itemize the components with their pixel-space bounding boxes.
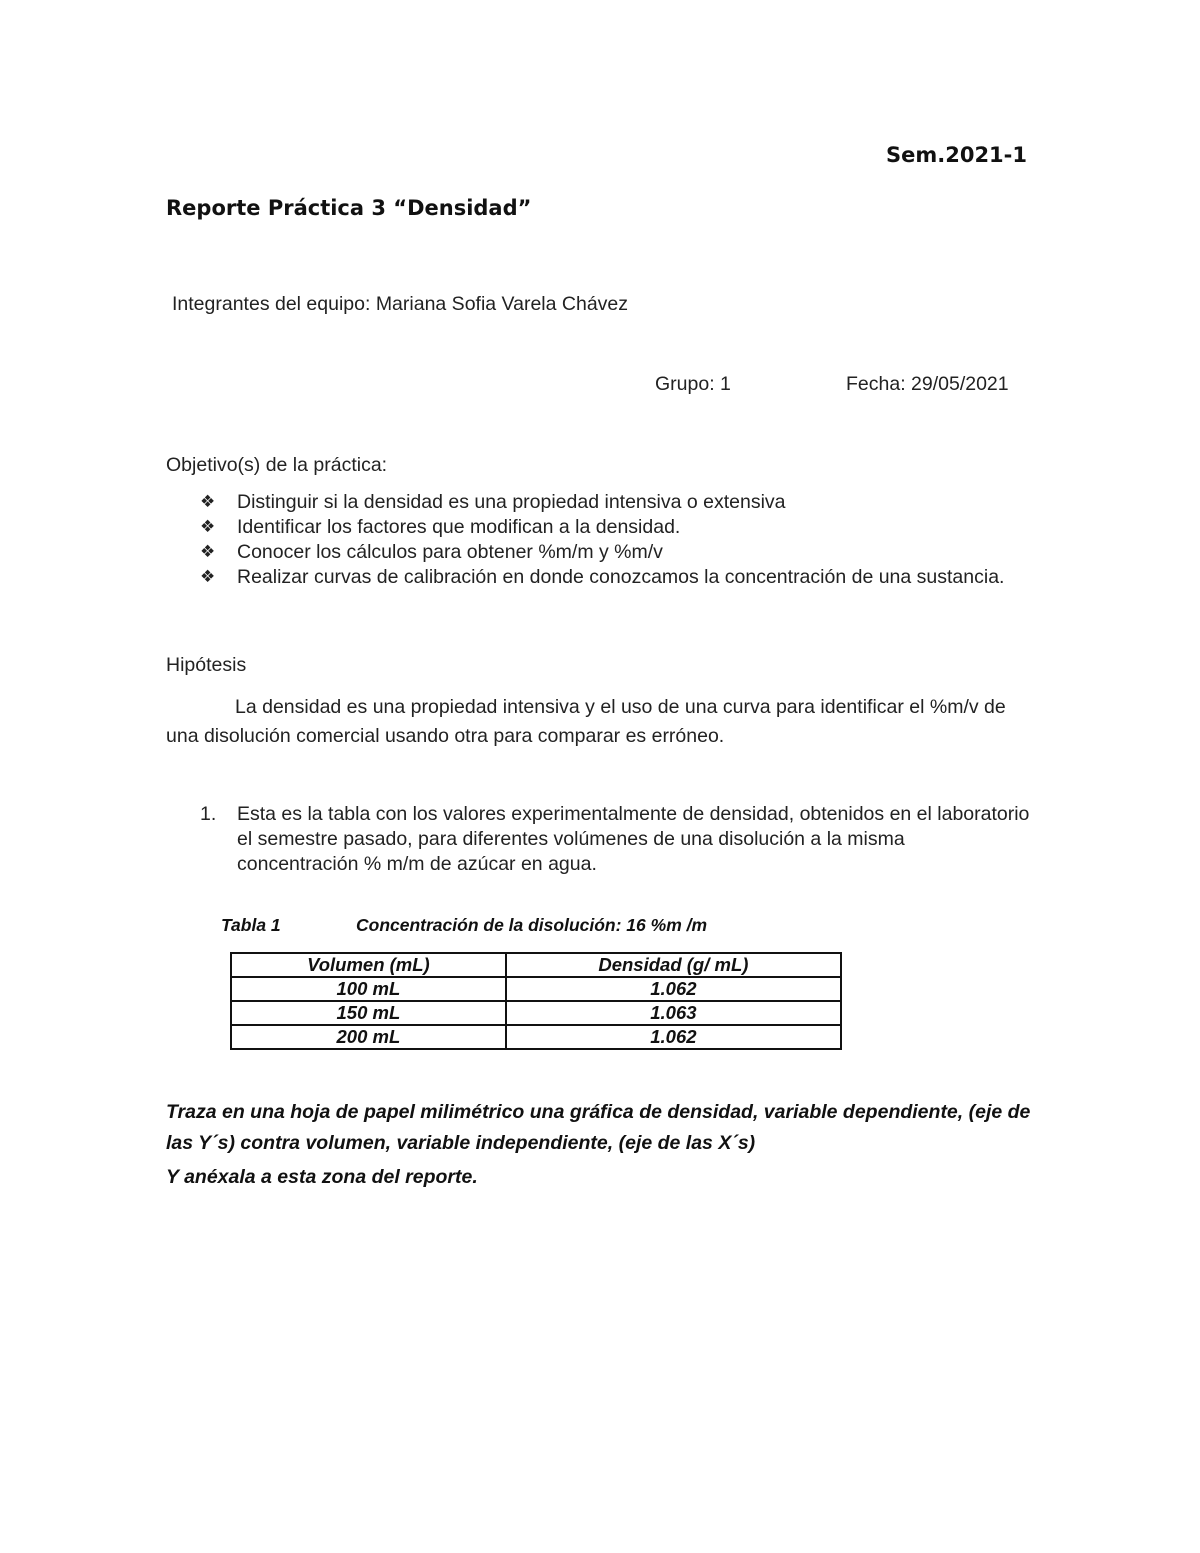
group-label: Grupo: 1 <box>655 373 731 395</box>
table-label: Tabla 1 <box>221 915 281 935</box>
objectives-heading: Objetivo(s) de la práctica: <box>166 454 388 476</box>
question-1 <box>200 802 1030 877</box>
instructions-annex: Y anéxala a esta zona del reporte. <box>166 1166 478 1188</box>
diamond-bullet-icon: ❖ <box>200 517 216 537</box>
hypothesis-heading: Hipótesis <box>166 654 247 676</box>
cell-volume: 150 mL <box>231 1001 506 1025</box>
cell-volume: 200 mL <box>231 1025 506 1049</box>
table-row <box>231 977 841 1001</box>
table-caption: Concentración de la disolución: 16 %m /m <box>356 915 708 935</box>
cell-density: 1.062 <box>506 1025 841 1049</box>
list-item <box>200 540 1020 565</box>
question-text: Esta es la tabla con los valores experimentalmente de densidad, obtenidos en el laboratorio el semestre pasado, para diferentes volúmenes de una disolución a la misma concentración % m/m de azúcar en agua. <box>237 803 1030 875</box>
hypothesis-text: La densidad es una propiedad intensiva y el uso de una curva para identificar el %m/v de una disolución comercial usando otra para comparar es erróneo. <box>166 696 1006 747</box>
list-item <box>200 515 1020 540</box>
cell-density: 1.063 <box>506 1001 841 1025</box>
objective-text: Conocer los cálculos para obtener %m/m y %m/v <box>237 541 663 563</box>
cell-density: 1.062 <box>506 977 841 1001</box>
instructions-text: Traza en una hoja de papel milimétrico una gráfica de densidad, variable dependiente, (eje de las Y´s) contra volumen, variable independiente, (eje de las X´s) <box>166 1101 1031 1154</box>
objective-text: Distinguir si la densidad es una propiedad intensiva o extensiva <box>237 491 786 513</box>
list-item <box>200 565 1020 590</box>
diamond-bullet-icon: ❖ <box>200 492 216 512</box>
table-row <box>231 1025 841 1049</box>
diamond-bullet-icon: ❖ <box>200 542 216 562</box>
team-members: Integrantes del equipo: Mariana Sofia Varela Chávez <box>172 293 629 315</box>
objective-text: Identificar los factores que modifican a la densidad. <box>237 516 681 538</box>
list-item <box>200 490 1020 515</box>
question-number: 1. <box>200 803 217 825</box>
density-table <box>230 952 842 1050</box>
objective-text: Realizar curvas de calibración en donde conozcamos la concentración de una sustancia. <box>237 566 1005 588</box>
cell-volume: 100 mL <box>231 977 506 1001</box>
table-row <box>231 1001 841 1025</box>
column-header-density: Densidad (g/ mL) <box>506 953 841 977</box>
diamond-bullet-icon: ❖ <box>200 567 216 587</box>
objectives-list <box>200 490 1020 590</box>
semester-label: Sem.2021-1 <box>886 143 1028 167</box>
date-label: Fecha: 29/05/2021 <box>846 373 1009 395</box>
page-title: Reporte Práctica 3 “Densidad” <box>166 196 532 220</box>
column-header-volume: Volumen (mL) <box>231 953 506 977</box>
table-header-row <box>231 953 841 977</box>
